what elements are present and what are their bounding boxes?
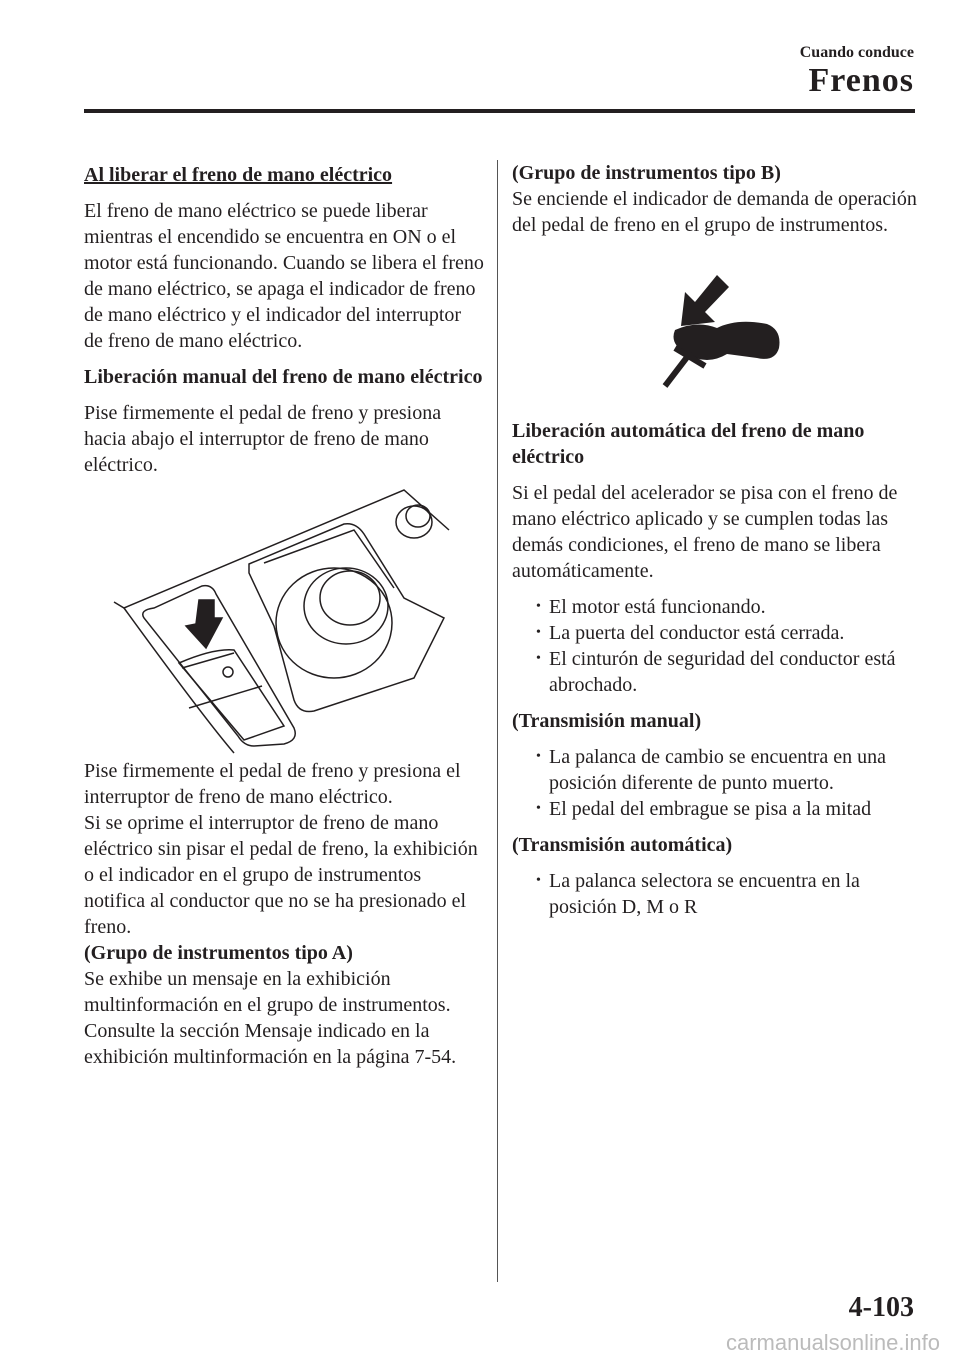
paragraph: Pise firmemente el pedal de freno y presiona el interruptor de freno de mano eléctrico. (84, 760, 461, 808)
brake-pedal-indicator-icon (512, 238, 922, 418)
watermark: carmanualsonline.info (725, 1330, 940, 1355)
paragraph: El freno de mano eléctrico se puede liberar mientras el encendido se encuentra en ON o el motor está funcionando. Cuando se libera el freno de mano eléctrico, se apaga el indicador de freno de mano eléctrico y el indicador del interruptor de freno de mano eléctrico. (84, 200, 484, 352)
section-label: Cuando conduce (799, 44, 914, 61)
page-title: Frenos (808, 62, 914, 99)
manual-transmission-label: (Transmisión manual) (512, 710, 702, 732)
instrument-type-a-label: (Grupo de instrumentos tipo A) (84, 942, 353, 964)
switch-illustration (84, 478, 484, 758)
list-item: • El cinturón de seguridad del conductor está abrochado. (512, 646, 922, 698)
section-heading: Al liberar el freno de mano eléctrico (84, 164, 393, 186)
list-item: • La palanca selectora se encuentra en la posición D, M o R (512, 868, 922, 920)
list-item: • El motor está funcionando. (512, 594, 922, 620)
column-divider (497, 160, 498, 1282)
instrument-type-b-label: (Grupo de instrumentos tipo B) (512, 162, 781, 184)
paragraph: Se exhibe un mensaje en la exhibición multinformación en el grupo de instrumentos. (84, 968, 451, 1016)
subheading: Liberación manual del freno de mano eléctrico (84, 366, 483, 388)
left-column (84, 162, 484, 1070)
paragraph-reference: Consulte la sección Mensaje indicado en la exhibición multinformación en la página 7-54. (84, 1020, 457, 1068)
automatic-transmission-label: (Transmisión automática) (512, 834, 733, 856)
right-column (512, 160, 922, 920)
page-number: 4-103 (848, 1292, 914, 1323)
paragraph: Si el pedal del acelerador se pisa con el freno de mano eléctrico aplicado y se cumplen todas las demás condiciones, el freno de mano se libera automáticamente. (512, 482, 898, 582)
paragraph: Si se oprime el interruptor de freno de mano eléctrico sin pisar el pedal de freno, la exhibición o el indicador en el grupo de instrumentos notifica al conductor que no se ha presionado el freno. (84, 812, 478, 938)
paragraph: Se enciende el indicador de demanda de operación del pedal de freno en el grupo de instrumentos. (512, 188, 917, 236)
subheading: Liberación automática del freno de mano eléctrico (512, 420, 865, 468)
list-item: • La puerta del conductor está cerrada. (512, 620, 922, 646)
list-item: • La palanca de cambio se encuentra en una posición diferente de punto muerto. (512, 744, 922, 796)
list-item: • El pedal del embrague se pisa a la mitad (512, 796, 922, 822)
paragraph: Pise firmemente el pedal de freno y presiona hacia abajo el interruptor de freno de mano eléctrico. (84, 402, 442, 476)
header-rule (84, 109, 915, 113)
